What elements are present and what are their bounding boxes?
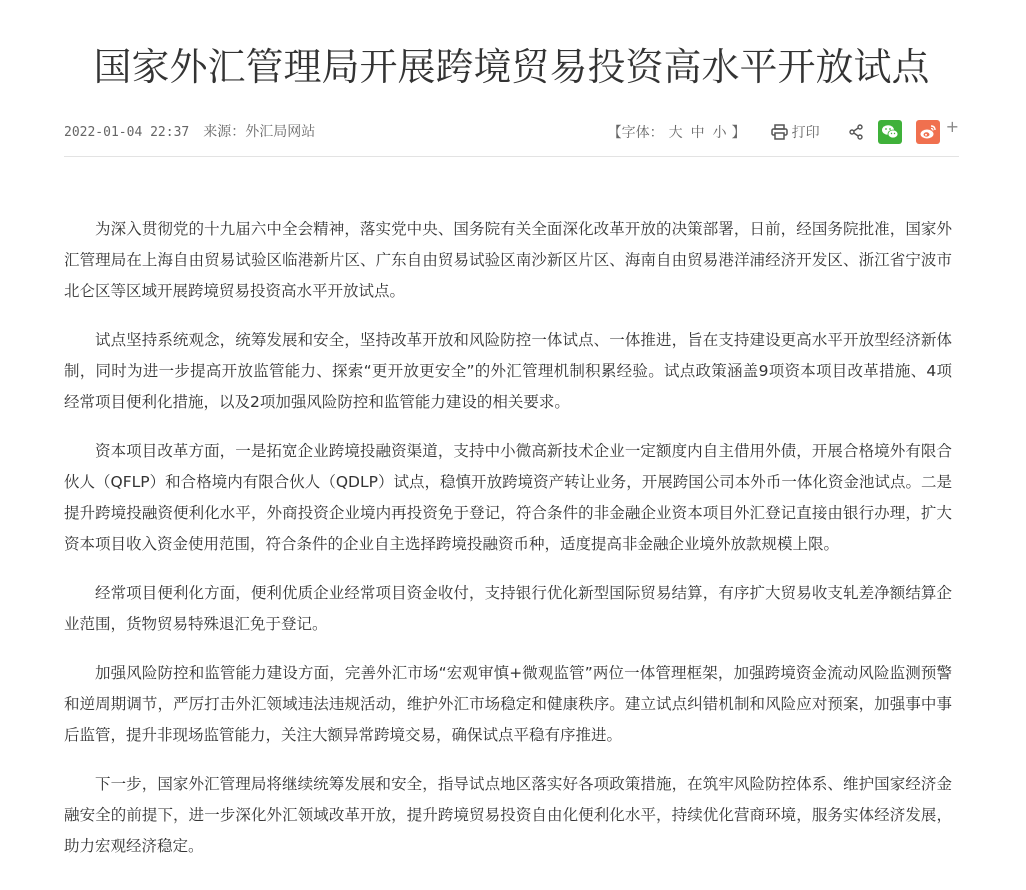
source-label: 来源： — [203, 124, 246, 140]
printer-icon — [771, 124, 788, 140]
font-size-medium[interactable]: 中 — [690, 125, 705, 141]
share-icon[interactable] — [848, 124, 864, 140]
article-title: 国家外汇管理局开展跨境贸易投资高水平开放试点 — [93, 45, 930, 89]
font-size-control — [607, 122, 747, 142]
font-size-large[interactable]: 大 — [668, 125, 683, 141]
article — [64, 0, 959, 855]
paragraph: 加强风险防控和监管能力建设方面，完善外汇市场“宏观审慎+微观监管”两位一体管理框架，加强跨境资金流动风险监测预警和逆周期调节，严厉打击外汇领域违法违规活动，维护外汇市场稳定和健康秩序。建立试点纠错机制和风险应对预案，加强事中事后监管，提升非现场监管能力，关注大额异常跨境交易，确保试点平稳有序推进。 — [64, 664, 952, 744]
article-meta-bar — [64, 116, 959, 157]
article-meta — [64, 123, 315, 142]
more-share-button[interactable]: + — [945, 116, 959, 136]
article-toolbar — [607, 118, 959, 146]
paragraph: 试点坚持系统观念，统筹发展和安全，坚持改革开放和风险防控一体试点、一体推进，旨在支持建设更高水平开放型经济新体制，同时为进一步提高开放监管能力、探索“更开放更安全”的外汇管理机制积累经验。试点政策涵盖9项资本项目改革措施、4项经常项目便利化措施，以及2项加强风险防控和监管能力建设的相关要求。 — [64, 331, 952, 411]
font-size-suffix: 】 — [731, 125, 746, 141]
paragraph: 下一步，国家外汇管理局将继续统筹发展和安全，指导试点地区落实好各项政策措施，在筑牢风险防控体系、维护国家经济金融安全的前提下，进一步深化外汇领域改革开放，提升跨境贸易投资自由化便利化水平，持续优化营商环境，服务实体经济发展，助力宏观经济稳定。 — [64, 775, 952, 855]
source-name: 外汇局网站 — [245, 124, 316, 140]
print-label: 打印 — [791, 125, 820, 141]
wechat-share-button[interactable] — [878, 120, 902, 144]
font-size-prefix: 【字体： — [607, 125, 664, 141]
publish-date: 2022-01-04 22:37 — [64, 125, 190, 140]
wechat-icon — [881, 124, 899, 140]
weibo-share-button[interactable] — [916, 120, 940, 144]
print-button[interactable] — [771, 122, 820, 142]
weibo-icon — [919, 124, 937, 140]
paragraph: 经常项目便利化方面，便利优质企业经常项目资金收付，支持银行优化新型国际贸易结算，有序扩大贸易收支轧差净额结算企业范围，货物贸易特殊退汇免于登记。 — [64, 584, 952, 633]
article-body — [64, 214, 952, 880]
paragraph: 为深入贯彻党的十九届六中全会精神，落实党中央、国务院有关全面深化改革开放的决策部署，日前，经国务院批准，国家外汇管理局在上海自由贸易试验区临港新片区、广东自由贸易试验区南沙新区片区、海南自由贸易港洋浦经济开发区、浙江省宁波市北仑区等区域开展跨境贸易投资高水平开放试点。 — [64, 220, 952, 300]
font-size-small[interactable]: 小 — [712, 125, 727, 141]
paragraph: 资本项目改革方面，一是拓宽企业跨境投融资渠道，支持中小微高新技术企业一定额度内自主借用外债，开展合格境外有限合伙人（QFLP）和合格境内有限合伙人（QDLP）试点，稳慎开放跨境资产转让业务，开展跨国公司本外币一体化资金池试点。二是提升跨境投融资便利化水平，外商投资企业境内再投资免于登记，符合条件的非金融企业资本项目外汇登记直接由银行办理，扩大资本项目收入资金使用范围，符合条件的企业自主选择跨境投融资币种，适度提高非金融企业境外放款规模上限。 — [64, 442, 952, 553]
